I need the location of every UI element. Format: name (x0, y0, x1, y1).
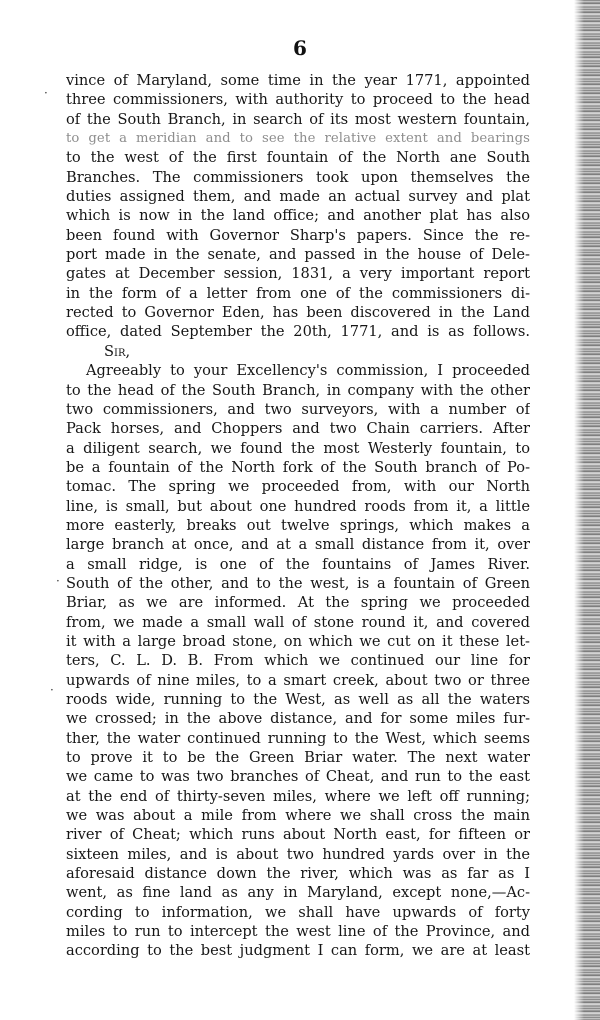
text-line: Pack horses, and Choppers and two Chain carriers. After (66, 420, 530, 438)
salutation: Sir, (104, 342, 131, 360)
text-line: Briar, as we are informed. At the spring we proceeded (66, 594, 530, 612)
text-line: ters, C. L. D. B. From which we continued our line for (66, 652, 530, 670)
text-line: aforesaid distance down the river, which was as far as I (66, 865, 530, 883)
text-line: we was about a mile from where we shall cross the main (66, 807, 530, 825)
text-line: large branch at once, and at a small distance from it, over (66, 536, 530, 554)
margin-speck: · (56, 574, 60, 588)
text-line: Branches. The commissioners took upon themselves the (66, 168, 530, 186)
text-line: port made in the senate, and passed in the house of Dele- (66, 246, 530, 264)
text-line: gates at December session, 1831, a very important report (66, 265, 530, 283)
text-line: tomac. The spring we proceeded from, with our North (66, 478, 530, 496)
text-line: at the end of thirty-seven miles, where we left off running; (66, 787, 530, 805)
text-line: river of Cheat; which runs about North east, for fifteen or (66, 826, 530, 844)
text-line: line, is small, but about one hundred roods from it, a little (66, 497, 530, 515)
text-line: vince of Maryland, some time in the year 1771, appointed (66, 72, 530, 89)
text-line: cording to information, we shall have upwards of forty (66, 903, 530, 921)
text-line: of the South Branch, in search of its most western fountain, (66, 110, 530, 128)
text-line: a diligent search, we found the most Westerly fountain, to (66, 439, 530, 457)
text-line: to the head of the South Branch, in company with the other (66, 381, 530, 399)
text-line: been found with Governor Sharp's papers. Since the re- (66, 226, 530, 244)
text-line: ther, the water continued running to the West, which seems (66, 729, 530, 747)
text-line: be a fountain of the North fork of the South branch of Po- (66, 458, 530, 476)
text-line: to get a meridian and to see the relative extent and bearings (66, 131, 530, 147)
text-line: to the west of the first fountain of the North ane South (66, 149, 530, 167)
text-line: three commissioners, with authority to proceed to the head (66, 91, 530, 109)
text-line: we came to was two branches of Cheat, and run to the east (66, 768, 530, 786)
text-line: more easterly, breaks out twelve springs, which makes a (66, 516, 530, 534)
text-line: we crossed; in the above distance, and for some miles fur- (66, 710, 530, 728)
text-line: a small ridge, is one of the fountains of James River. (66, 555, 530, 573)
text-line: to prove it to be the Green Briar water. The next water (66, 749, 530, 767)
text-line: South of the other, and to the west, is a fountain of Green (66, 574, 530, 592)
margin-speck: · (44, 86, 48, 100)
document-body (66, 71, 530, 961)
book-binding-edge (574, 0, 600, 1020)
text-line: rected to Governor Eden, has been discovered in the Land (66, 304, 530, 322)
text-line: it with a large broad stone, on which we cut on it these let- (66, 632, 530, 650)
text-line: Agreeably to your Excellency's commission, I proceeded (86, 362, 530, 380)
page-number: 6 (293, 36, 307, 60)
text-line: duties assigned them, and made an actual survey and plat (66, 188, 530, 206)
margin-speck: · (50, 683, 54, 697)
text-line: from, we made a small wall of stone round it, and covered (66, 613, 530, 631)
text-line: office, dated September the 20th, 1771, and is as follows. (66, 323, 530, 341)
text-line: roods wide, running to the West, as well as all the waters (66, 691, 530, 708)
text-line: in the form of a letter from one of the commissioners di- (66, 284, 530, 302)
text-line: which is now in the land office; and another plat has also (66, 207, 530, 225)
text-line: according to the best judgment I can form, we are at least (66, 942, 530, 960)
text-line: went, as fine land as any in Maryland, except none,—Ac- (66, 884, 530, 902)
text-line: sixteen miles, and is about two hundred yards over in the (66, 845, 530, 863)
text-line: two commissioners, and two surveyors, with a number of (66, 400, 530, 418)
text-line: miles to run to intercept the west line of the Province, and (66, 923, 530, 941)
text-line: upwards of nine miles, to a smart creek, about two or three (66, 671, 530, 689)
